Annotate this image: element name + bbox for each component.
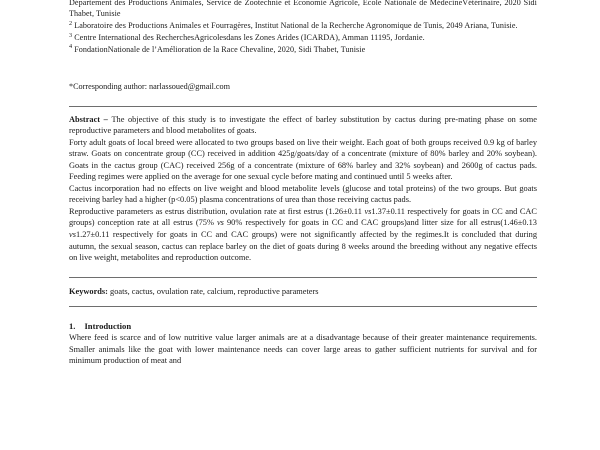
repro-part-2: 1.37±0.11 respectively for goats in CC and CAC groups) conception rate at all estrus (75%	[69, 206, 537, 228]
abstract-dash: –	[100, 114, 112, 124]
abstract-paragraph-1	[69, 114, 537, 137]
affiliation-2-text: Laboratoire des Productions Animales et Fourragères, Institut National de la Recherche Agronomique de Tunis, 2049 Ariana, Tunisie.	[74, 21, 518, 31]
keywords-label: Keywords:	[69, 286, 108, 296]
section-introduction	[69, 320, 537, 367]
keywords-bottom-divider	[69, 306, 537, 307]
affiliation-1	[69, 0, 537, 20]
affiliation-4-marker: 4	[69, 43, 73, 51]
abstract-paragraph-1-text: The objective of this study is to investigate the effect of barley substitution by cactus during pre-mating phase on some reproductive parameters and blood metabolites of goats.	[69, 114, 537, 136]
repro-vs-1: vs	[364, 206, 372, 216]
section-introduction-heading	[69, 320, 537, 332]
affiliation-2	[69, 20, 537, 31]
abstract-top-divider	[69, 106, 537, 107]
affiliation-1-text: Département des Productions Animales, Service de Zootechnie et Economie Agricole, Ecole Nationale de MédecineVétérinaire, 2020 Sidi Thabet, Tunisie	[69, 0, 537, 19]
affiliation-4	[69, 44, 537, 55]
section-introduction-number: 1.	[69, 320, 76, 331]
affiliation-3-marker: 3	[69, 31, 73, 39]
keywords-top-divider	[69, 277, 537, 278]
repro-vs-3: vs	[69, 230, 76, 239]
affiliation-2-marker: 2	[69, 19, 73, 27]
repro-part-1: Reproductive parameters as estrus distribution, ovulation rate at first estrus (1.26±0.11	[69, 206, 365, 216]
section-introduction-body: Where feed is scarce and of low nutritive value larger animals are at a disadvantage because of their greater maintenance requirements. Smaller animals like the goat with lower maintenance needs can cover large areas to gather sufficient nutrients for survival and for minimum production of meat and	[69, 333, 537, 366]
abstract-paragraph-3: Cactus incorporation had no effects on live weight and blood metabolite levels (glucose and total proteins) of the two groups. But goats receiving barley had a higher (p<0.05) plasma concentrations of urea than those receiving cactus pads.	[69, 183, 537, 205]
abstract-paragraph-2: Forty adult goats of local breed were allocated to two groups based on live their weight. Each goat of both groups received 0.9 kg of barley straw. Goats on concentrate group (CC) received in addition 425g/goats/day of a concentrate (mixture of 80% barley and 20% soybean). Goats in the cactus group (CAC) received 256g of a concentrate (mixture of 68% barley and 32% soybean) and 2600g of cactus pads. Feeding regimes were applied on the average for one sexual cycle before mating and continued until 5 weeks after.	[69, 137, 537, 182]
keywords-values: goats, cactus, ovulation rate, calcium, reproductive parameters	[107, 286, 319, 296]
abstract-label: Abstract	[69, 114, 101, 124]
affiliations-block	[69, 0, 537, 56]
abstract-block	[69, 114, 537, 264]
section-introduction-title: Introduction	[84, 320, 132, 331]
repro-part-4: 1.27±0.11 respectively for goats in CC and CAC groups) were not significantly affected by the regimes.It is concluded that during autumn, the sexual season, cactus can replace barley on the diet of goats during 8 weeks around the breeding without any negative effects on live weight, metabolites and reproduction outcome.	[69, 230, 537, 263]
corresponding-author: *Corresponding author: narlassoued@gmail.com	[69, 81, 231, 91]
repro-part-3: 90% respectively for goats in CC and CAC groups)and litter size for all estrus(1.46±0.13	[223, 218, 537, 228]
affiliation-4-text: FondationNationale de l’Amélioration de la Race Chevaline, 2020, Sidi Thabet, Tunisie	[74, 45, 366, 55]
repro-vs-2: vs	[216, 218, 224, 228]
abstract-paragraph-4	[69, 206, 537, 264]
affiliation-3	[69, 32, 537, 43]
affiliation-3-text: Centre International des RecherchesAgricolesdans les Zones Arides (ICARDA), Amman 11195, Jordanie.	[74, 33, 425, 43]
keywords-line	[69, 286, 537, 297]
